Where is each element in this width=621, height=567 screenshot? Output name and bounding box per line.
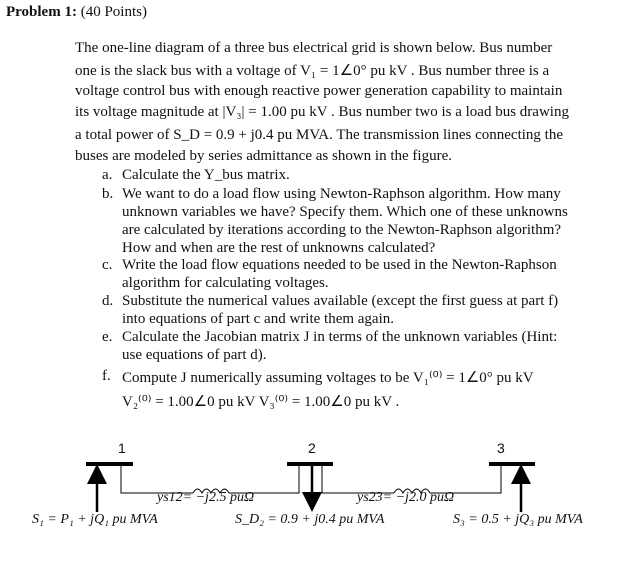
item-c-line: algorithm for calculating voltages.	[122, 275, 329, 291]
item-e-line: use equations of part d).	[122, 347, 267, 363]
item-letter: a.	[102, 167, 113, 183]
item-letter: b.	[102, 186, 114, 202]
paragraph-line: buses are modeled by series admittance as shown in the figure.	[75, 148, 452, 164]
bus-1-power: S₁ = P₁ + jQ₁ pu MVA	[32, 512, 158, 527]
item-letter: e.	[102, 329, 113, 345]
paragraph-line: voltage control bus with enough reactive power generation capability to maintain	[75, 83, 563, 99]
paragraph-line: one is the slack bus with a voltage of V₁ = 1∠0° pu kV . Bus number three is a	[75, 63, 550, 79]
item-letter: c.	[102, 257, 113, 273]
item-a-line: Calculate the Y_bus matrix.	[122, 167, 290, 183]
paragraph-line: its voltage magnitude at |V₃| = 1.00 pu kV . Bus number two is a load bus drawing	[75, 104, 569, 120]
bus-1-label: 1	[118, 440, 126, 456]
item-b-line: We want to do a load flow using Newton-Raphson algorithm. How many	[122, 186, 561, 202]
item-b-line: are calculated by iterations according to the Newton-Raphson algorithm?	[122, 222, 562, 238]
item-letter: f.	[102, 368, 111, 384]
admittance-1-2: ys12= −j2.5 puΩ	[157, 490, 255, 505]
item-b-line: How and when are the rest of unknowns calculated?	[122, 240, 436, 256]
item-e-line: Calculate the Jacobian matrix J in terms of the unknown variables (Hint:	[122, 329, 558, 345]
bus-3-label: 3	[497, 440, 505, 456]
item-d-line: Substitute the numerical values available (except the first guess at part f)	[122, 293, 559, 309]
title-points: (40 Points)	[76, 4, 147, 20]
line-2-3	[322, 464, 394, 493]
item-c-line: Write the load flow equations needed to be used in the Newton-Raphson	[122, 257, 557, 273]
line-1-2	[121, 464, 193, 493]
admittance-2-3: ys23= −j2.0 puΩ	[357, 490, 455, 505]
paragraph-line: a total power of S_D = 0.9 + j0.4 pu MVA. The transmission lines connecting the	[75, 127, 563, 143]
paragraph-line: The one-line diagram of a three bus electrical grid is shown below. Bus number	[75, 40, 553, 56]
bus-2-load: S_D₂ = 0.9 + j0.4 pu MVA	[235, 512, 385, 527]
bus-3-power: S₃ = 0.5 + jQ₃ pu MVA	[453, 512, 583, 527]
item-f-line: Compute J numerically assuming voltages to be V₁⁽⁰⁾ = 1∠0° pu kV	[122, 370, 534, 386]
item-letter: d.	[102, 293, 114, 309]
item-d-line: into equations of part c and write them again.	[122, 311, 394, 327]
title-bold: Problem 1:	[6, 4, 77, 20]
item-f-line: V₂⁽⁰⁾ = 1.00∠0 pu kV V₃⁽⁰⁾ = 1.00∠0 pu kV .	[122, 394, 400, 410]
item-b-line: unknown variables we have? Specify them. Which one of these unknowns	[122, 204, 568, 220]
bus-2-label: 2	[308, 440, 316, 456]
